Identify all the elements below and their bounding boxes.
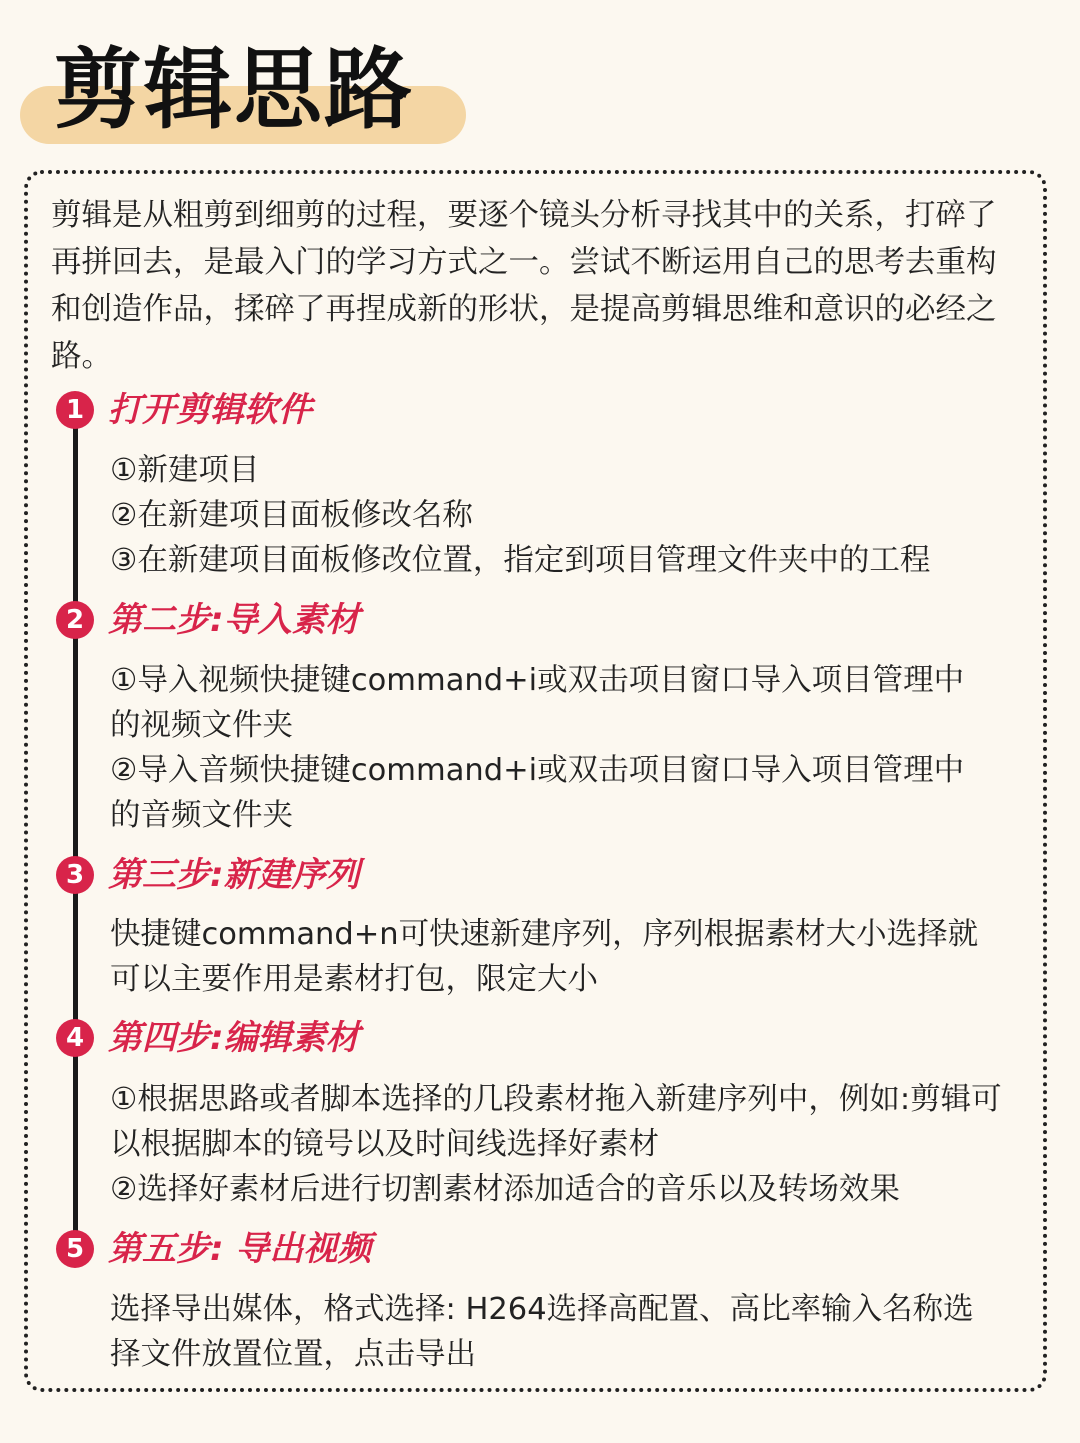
step-line: ①导入视频快捷键command+i或双击项目窗口导入项目管理中的视频文件夹 (110, 663, 965, 743)
step-number-badge: 1 (56, 391, 94, 429)
intro-paragraph: 剪辑是从粗剪到细剪的过程，要逐个镜头分析寻找其中的关系，打碎了再拼回去，是最入门的学习方式之一。尝试不断运用自己的思考去重构和创造作品，揉碎了再捏成新的形状，是提高剪辑思维和意识的必经之路。 (51, 198, 997, 374)
step-title: 第四步:编辑素材 (108, 1018, 360, 1058)
step-number-badge: 2 (56, 601, 94, 639)
step-number-badge: 3 (56, 856, 94, 894)
step-line: ③在新建项目面板修改位置，指定到项目管理文件夹中的工程 (110, 543, 931, 578)
step-title: 第二步:导入素材 (108, 600, 360, 640)
step-line: ②选择好素材后进行切割素材添加适合的音乐以及转场效果 (110, 1172, 900, 1207)
step-line: 选择导出媒体，格式选择: H264选择高配置、高比率输入名称选择文件放置位置，点击导出 (110, 1292, 974, 1372)
step-number-badge: 5 (56, 1230, 94, 1268)
step-body-1 (110, 448, 1010, 583)
step-body-3 (110, 912, 1000, 1002)
timeline-line (73, 400, 78, 1255)
step-title: 打开剪辑软件 (108, 390, 312, 430)
step-line: ②导入音频快捷键command+i或双击项目窗口导入项目管理中的音频文件夹 (110, 753, 965, 833)
step-body-4 (110, 1077, 1005, 1212)
step-body-5 (110, 1287, 1000, 1377)
step-title: 第三步:新建序列 (108, 855, 360, 895)
step-line: ②在新建项目面板修改名称 (110, 498, 473, 533)
step-number-badge: 4 (56, 1019, 94, 1057)
step-line: ①新建项目 (110, 453, 260, 488)
step-title: 第五步: 导出视频 (108, 1229, 372, 1269)
step-line: ①根据思路或者脚本选择的几段素材拖入新建序列中，例如:剪辑可以根据脚本的镜号以及时间线选择好素材 (110, 1082, 1002, 1162)
page-title: 剪辑思路 (54, 38, 415, 141)
step-line: 快捷键command+n可快速新建序列，序列根据素材大小选择就可以主要作用是素材打包，限定大小 (110, 917, 979, 997)
step-body-2 (110, 658, 990, 838)
